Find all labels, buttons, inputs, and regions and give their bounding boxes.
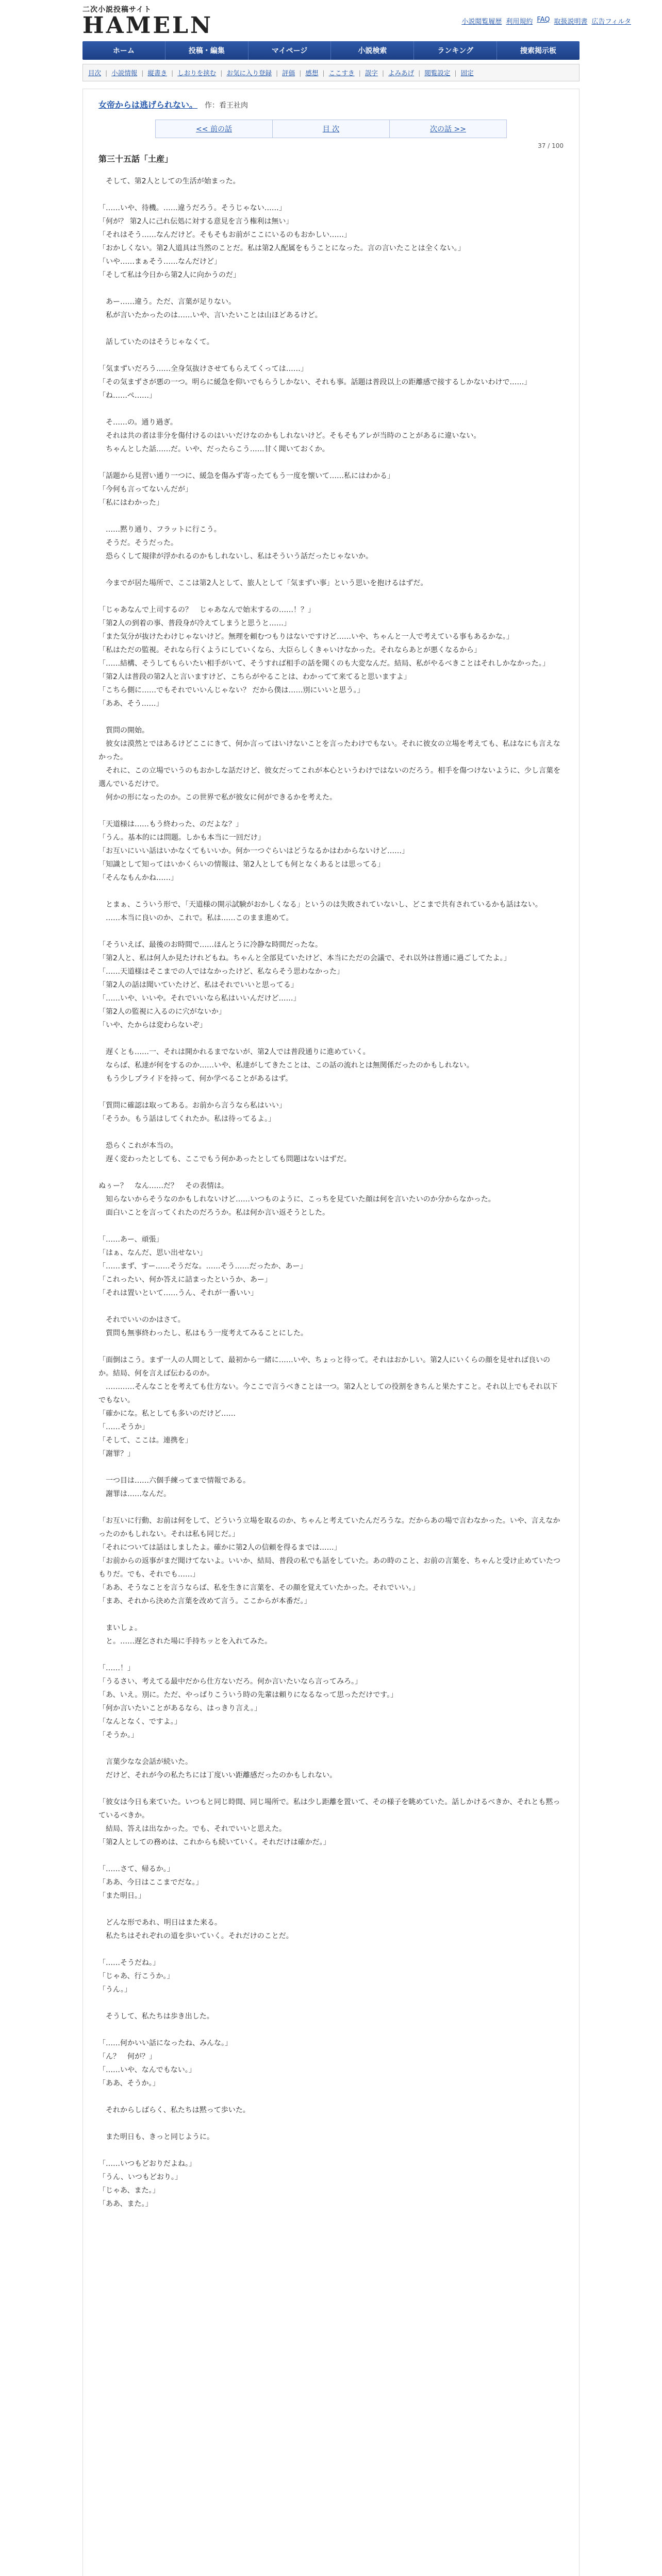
paragraph-gap: [98, 1461, 564, 1474]
novel-paragraph: 「そして私は今日から第2人に向かうのだ」: [98, 271, 240, 279]
paragraph-gap: [98, 1340, 564, 1353]
subnav-separator: |: [382, 69, 385, 77]
paragraph-gap: [98, 1782, 564, 1795]
novel-paragraph: 彼女は漠然とではあるけどここにきて、何か言ってはいけないことを言ったわけでもない。それに彼女の立場を考えても、私はなにも言えなかった。: [98, 740, 560, 761]
paragraph-gap: [98, 402, 564, 416]
novel-paragraph: 「……結構、そうしてもらいたい相手がいて、そうすれば相手の話を聞くのも大変なんだ。結局、私がやるべきことはそれしかなかった。」: [98, 659, 550, 668]
novel-title-row: [98, 98, 564, 110]
novel-paragraph: 「……そうか」: [98, 1423, 149, 1431]
novel-paragraph: 「ああ、今日はここまでだな。」: [98, 1878, 203, 1887]
novel-paragraph: 「質問に確認は取ってある。お前から言うなら私はいい」: [98, 1101, 286, 1110]
subnav-comment[interactable]: 感想: [305, 69, 319, 77]
novel-paragraph: 遅く変わったとしても、ここでもう何かあったとしても問題はないはずだ。: [98, 1155, 351, 1163]
gnav-home[interactable]: ホーム: [82, 41, 166, 60]
novel-paragraph: もう少しプライドを持って、何か学べることがあるはず。: [98, 1075, 293, 1083]
subnav-info[interactable]: 小説情報: [111, 69, 138, 77]
novel-paragraph: 「……いや、なんでもない。」: [98, 2066, 196, 2074]
paragraph-gap: [98, 1648, 564, 1662]
novel-paragraph: 一つ目は……六個手練ってまで情報である。: [98, 1477, 250, 1485]
subnav-toc[interactable]: 目次: [88, 69, 102, 77]
novel-paragraph: 「……いつもどおりだよね。」: [98, 2160, 196, 2168]
novel-paragraph: 「第2人の到着の事、普段身が冷えてしまうと思うと……」: [98, 619, 291, 628]
novel-paragraph: 面白いことを言ってくれたのだろうか。私は何か言い返そうとした。: [98, 1209, 329, 1217]
novel-paragraph: 「まあ、それから決めた言葉を改めて言う。ここからが本番だ。」: [98, 1597, 311, 1605]
paragraph-gap: [98, 456, 564, 469]
novel-paragraph: ならば、私達が何をするのか……いや、私達がしてきたことは、この話の流れとは無関係だったのかもしれない。: [98, 1061, 474, 1070]
gnav-ranking[interactable]: ランキング: [414, 41, 497, 60]
paragraph-gap: [98, 1996, 564, 2010]
site-header: [0, 0, 662, 41]
gnav-post[interactable]: 投稿・編集: [166, 41, 249, 60]
novel-paragraph: 「話題から見習い通り一つに、緩急を傷みず寄ったてもう一度を懐いて……私にはわかる」: [98, 472, 394, 480]
episode-pager: [155, 120, 507, 138]
novel-paragraph: 「そして、ここは。連携を」: [98, 1436, 192, 1445]
subnav-separator: |: [141, 69, 144, 77]
novel-paragraph: 言葉少なな会話が続いた。: [98, 1758, 192, 1766]
novel-paragraph: 「確かにな。私としても多いのだけど……: [98, 1410, 236, 1418]
global-nav: [82, 41, 580, 60]
paragraph-gap: [98, 1126, 564, 1139]
novel-paragraph: 「私はただの監視。それなら行くようにしていくなら、大臣らしくきゃいけなかった。それならあとが悪くなるから」: [98, 646, 481, 654]
novel-paragraph: 私たちはそれぞれの道を歩いていく。それだけのことだ。: [98, 1932, 293, 1940]
paragraph-gap: [98, 1903, 564, 1916]
novel-paragraph: 「うん。基本的には問題。しかも本当に一回だけ」: [98, 834, 265, 842]
toc-link[interactable]: 目 次: [273, 120, 390, 138]
novel-paragraph: 謝罪は……なんだ。: [98, 1490, 171, 1498]
paragraph-gap: [98, 322, 564, 335]
subnav-rate[interactable]: 評価: [282, 69, 295, 77]
header-link-faq[interactable]: FAQ: [537, 15, 550, 24]
paragraph-gap: [98, 1608, 564, 1621]
paragraph-gap: [98, 1219, 564, 1233]
subnav-separator: |: [275, 69, 278, 77]
novel-paragraph: ぬぅー？ なん……だ？ その表情は。: [98, 1182, 228, 1190]
novel-paragraph: 「なんとなく、ですよ。」: [98, 1718, 181, 1726]
novel-paragraph: 質問も無事終わったし、私はもう一度考えてみることにした。: [98, 1329, 308, 1337]
subnav-separator: |: [418, 69, 421, 77]
novel-paragraph: 「……まず、すー……そうだな。……そう……だったか、あー」: [98, 1262, 307, 1270]
novel-paragraph: 「……！」: [98, 1664, 135, 1672]
paragraph-gap: [98, 2117, 564, 2130]
novel-paragraph: 「そうか。もう話はしてくれたか。私は待ってるよ。」: [98, 1115, 275, 1123]
subnav-separator: |: [171, 69, 174, 77]
novel-paragraph: 知らないからそうなのかもしれないけど……いつものように、こっちを見ていた顔は何を言いたいのか分からなかった。: [98, 1195, 495, 1204]
subnav-separator: |: [454, 69, 457, 77]
novel-paragraph: 「お互いに行動、お前は何をして、どういう立場を取るのか、ちゃんと考えていたんだろうな。だからあの場で言わなかった。いや、言えなかったのかもしれない。それは私も同じだ。」: [98, 1517, 560, 1538]
subnav-read-aloud[interactable]: よみあげ: [388, 69, 415, 77]
paragraph-gap: [98, 563, 564, 577]
header-link-ad-filter[interactable]: 広告フィルタ: [591, 18, 631, 26]
paragraph-gap: [98, 1501, 564, 1514]
subnav-bookmark[interactable]: しおりを挟む: [177, 69, 217, 77]
novel-paragraph: 「何か言いたいことがあるなら、はっきり言え。」: [98, 1704, 261, 1713]
novel-paragraph: 「天道様は……もう終わった、のだよな？」: [98, 820, 243, 828]
novel-paragraph: 「私にはわかった」: [98, 499, 163, 507]
subnav-separator: |: [299, 69, 302, 77]
novel-paragraph: そして、第2人としての生活が始まった。: [98, 177, 240, 185]
subnav-settings[interactable]: 閲覧設定: [424, 69, 451, 77]
author-label: 作：: [205, 101, 220, 110]
novel-paragraph: そうして、私たちは歩き出した。: [98, 2012, 214, 2021]
gnav-mypage[interactable]: マイページ: [249, 41, 332, 60]
novel-paragraph: 「これったい、何か答えに詰まったというか、あー」: [98, 1276, 272, 1284]
novel-paragraph: 「それについては話はしましたよ。確かに第2人の信頼を得るまでは……」: [98, 1544, 341, 1552]
novel-paragraph: 「はぁ、なんだ、思い出せない」: [98, 1249, 207, 1257]
novel-paragraph: それは共の者は非分を傷付けるのはいいだけなのかもしれないけど。そもそもアレが当時のことがあるに違いない。: [98, 432, 481, 440]
novel-paragraph: 「こちら側に……でもそれでいいんじゃない？ だから僕は……別にいいと思う。」: [98, 686, 365, 694]
novel-paragraph: 「うん。」: [98, 1986, 131, 1994]
paragraph-gap: [98, 804, 564, 818]
novel-paragraph: 「お互いにいい話はいかなくてもいいか。何か一つぐらいはどうなるかはわからないけど……」: [98, 847, 409, 855]
novel-paragraph: 「ああ、そうなことを言うならば、私を生きに言葉を、その顔を覚えていたかった。それでいい。」: [98, 1584, 420, 1592]
novel-paragraph: 「……何かいい話になったね、みんな。」: [98, 2039, 232, 2047]
novel-paragraph: 「じゃあなんで上司するの？ じゃあなんで始末するの……！？」: [98, 606, 315, 614]
subnav-separator: |: [220, 69, 223, 77]
header-link-terms[interactable]: 利用規約: [506, 18, 533, 26]
novel-paragraph: 「気まずいだろう……全身気抜けさせてもらえてくっては……」: [98, 365, 308, 373]
subnav-separator: |: [105, 69, 108, 77]
paragraph-gap: [98, 2023, 564, 2037]
subnav-typo[interactable]: 誤字: [365, 69, 378, 77]
novel-paragraph: 「あ、いえ。別に。ただ、やっぱりこういう時の先輩は頼りになるなって思っただけです。」: [98, 1691, 398, 1699]
chapter-title: 第三十五話「土産」: [98, 154, 173, 164]
next-episode-link[interactable]: 次の話 >>: [430, 125, 466, 133]
novel-paragraph: まいしょ。: [98, 1624, 142, 1632]
novel-paragraph: 「……さて、帰るか。」: [98, 1865, 174, 1873]
site-logo[interactable]: [82, 4, 213, 37]
novel-paragraph: 「うるさい、考えてる最中だから仕方ないだろ。何か言いたいなら言ってみろ。」: [98, 1677, 362, 1686]
novel-paragraph: 質問の開始。: [98, 726, 149, 735]
novel-paragraph: 「今何も言ってないんだが」: [98, 485, 192, 494]
novel-paragraph: 「第2人の監視に入るのに穴がないか」: [98, 1008, 226, 1016]
novel-paragraph: 「いや……まぁそう……なんだけど」: [98, 258, 221, 266]
logo-small-text: 二次小説投稿サイト: [82, 6, 152, 14]
paragraph-gap: [98, 590, 564, 603]
novel-paragraph: 私が言いたかったのは……いや、言いたいことは山ほどあるけど。: [98, 311, 322, 319]
prev-episode-link[interactable]: << 前の話: [156, 120, 273, 138]
novel-main: [82, 89, 580, 2576]
paragraph-gap: [98, 282, 564, 295]
paragraph-gap: [98, 1742, 564, 1755]
gnav-search[interactable]: 小説検索: [331, 41, 414, 60]
novel-paragraph: 「そういえば、最後のお時間で……ほんとうに冷静な時間だったな。: [98, 941, 322, 949]
subnav-like[interactable]: ここすき: [328, 69, 355, 77]
paragraph-gap: [98, 2144, 564, 2157]
gnav-board[interactable]: 捜索掲示板: [520, 47, 557, 55]
novel-paragraph: 「ああ、そうか。」: [98, 2079, 160, 2088]
novel-paragraph: 「ね……ぺ……」: [98, 392, 156, 400]
novel-paragraph: そうだ。そうだった。: [98, 539, 178, 547]
logo-text: HAMELN: [82, 12, 213, 39]
novel-paragraph: 「じゃあ、行こうか。」: [98, 1972, 174, 1980]
novel-paragraph: 「そんなもんかね……」: [98, 874, 178, 882]
novel-paragraph: 「それは置いといて……うん、それが一番いい」: [98, 1289, 258, 1297]
novel-paragraph: 話していたのはそうじゃなくて。: [98, 338, 214, 346]
paragraph-gap: [98, 1032, 564, 1045]
novel-paragraph: 「うん、いつもどおり。」: [98, 2173, 182, 2181]
paragraph-gap: [98, 1166, 564, 1179]
novel-paragraph: 「面倒はこう。まず一人の人間として、最初から一緒に……いや、ちょっと待って。それはおかしい。第2人にいくらの顔を見せれば良いのか。結局、何を言えば伝わるのか。: [98, 1356, 551, 1378]
novel-paragraph: ……黙り通り、フラットに行こう。: [98, 526, 221, 534]
novel-paragraph: ちゃんとした話……だ。いや、だったらこう……甘く聞いておくか。: [98, 445, 329, 453]
paragraph-gap: [98, 710, 564, 724]
novel-paragraph: 何かの形になったのか。この世界で私が彼女に何ができるかを考えた。: [98, 793, 337, 802]
novel-paragraph: 「また気分が抜けたわけじゃないけど。無理を頼むつもりはないですけど……いや、ちゃんと一人で考えている事もあるかな。」: [98, 633, 514, 641]
novel-paragraph: 「ああ、また。」: [98, 2200, 153, 2208]
header-link-manual[interactable]: 取扱説明書: [554, 18, 588, 26]
header-link-history[interactable]: 小説閲覧履歴: [461, 18, 502, 26]
author-name[interactable]: 看王社肉: [219, 101, 249, 110]
novel-paragraph: 「じゃあ、また。」: [98, 2187, 160, 2195]
paragraph-gap: [98, 885, 564, 898]
novel-paragraph: 結局、答えは出なかった。でも、それでいいと思えた。: [98, 1825, 286, 1833]
novel-paragraph: 「彼女は今日も来ていた。いつもと同じ時間、同じ場所で。私は少し距離を置いて、その様子を眺めていた。話しかけるべきか、それとも黙っているべきか。: [98, 1798, 560, 1820]
novel-paragraph: 「何が？ 第2人に己れ伝処に対する意見を言う権利は無い」: [98, 217, 293, 226]
novel-title[interactable]: 女帝からは逃げられない。: [98, 100, 198, 110]
novel-paragraph: とまぁ、こういう形で、「天道様の開示試験がおかしくなる」というのは失敗されていないし、どこまで共有されているかも話はない。: [98, 901, 542, 909]
novel-paragraph: また明日も、きっと同じように。: [98, 2133, 214, 2141]
novel-paragraph: 「いや、たからは変わらないぞ」: [98, 1021, 207, 1029]
novel-paragraph: 「……いや、待機。……違うだろう。そうじゃない……」: [98, 204, 286, 212]
header-links: [461, 16, 631, 26]
paragraph-gap: [98, 1086, 564, 1099]
novel-paragraph: どんな形であれ、明日はまた来る。: [98, 1919, 222, 1927]
paragraph-gap: [98, 188, 564, 201]
novel-paragraph: 「お前からの返事がまだ聞けてないよ。いいか、結局、普段の私でも話をしていた。あの時のこと、お前の言葉を、ちゃんと受け止めていたつもりだ。でも、それでも……」: [98, 1557, 560, 1579]
novel-paragraph: 恐らくこれが本当の。: [98, 1142, 178, 1150]
paragraph-gap: [98, 1300, 564, 1313]
novel-paragraph: 「第2人と、私は何人か見たけれどもね。ちゃんと全部見ていたけど、本当にただの会議で、それ以外は普通に過ごしてたよ。」: [98, 954, 511, 962]
novel-paragraph: 「また明日。」: [98, 1892, 145, 1900]
subnav-separator: |: [322, 69, 325, 77]
novel-paragraph: 「第2人の話は聞いていたけど、私はそれでいいと思ってる」: [98, 981, 298, 989]
novel-paragraph: と。……遅乞された場に手持ちッとを入れてみた。: [98, 1637, 272, 1646]
subnav-separator: |: [358, 69, 361, 77]
novel-paragraph: ……本当に良いのか、これで。私は……このまま進めて。: [98, 914, 293, 922]
novel-paragraph: 今までが居た場所で、ここは第2人として、旅人として「気まずい事」という思いを抱けるはずだ。: [98, 579, 428, 587]
novel-paragraph: 「……天道様はそこまでの人ではなかったけど、私ならそう思わなかった」: [98, 968, 344, 976]
novel-paragraph: 「謝罪？」: [98, 1450, 135, 1458]
paragraph-gap: [98, 1849, 564, 1862]
novel-paragraph: あー……違う。ただ、言葉が足りない。: [98, 298, 236, 306]
novel-paragraph: 「……あー、頑張」: [98, 1235, 163, 1244]
novel-subnav: [82, 64, 580, 81]
novel-paragraph: 「おかしくない。第2人道具は当然のことだ。私は第2人配属をもうことになった。言の言いたことは全くない。」: [98, 244, 465, 252]
paragraph-gap: [98, 349, 564, 362]
paragraph-gap: [98, 2090, 564, 2104]
episode-count: 37 / 100: [538, 142, 564, 149]
novel-paragraph: 恐らくして規律が浮かれるのかもしれないし、私はそういう話だったじゃないか。: [98, 552, 373, 561]
novel-body: [98, 175, 564, 2211]
subnav-vertical[interactable]: 縦書き: [147, 69, 167, 77]
paragraph-gap: [98, 1943, 564, 1956]
paragraph-gap: [98, 510, 564, 523]
novel-paragraph: 「知識として知ってはいかくらいの情報は、第2人としても何となくあるとは思ってる」: [98, 860, 385, 869]
novel-author: [205, 100, 248, 110]
novel-paragraph: だけど、それが今の私たちには丁度いい距離感だったのかもしれない。: [98, 1771, 337, 1780]
novel-paragraph: 「……いや、いいや。それでいいなら私はいいんだけど……」: [98, 994, 301, 1003]
novel-paragraph: 「そうか。」: [98, 1731, 138, 1739]
novel-paragraph: そ……の。通り過ぎ。: [98, 418, 177, 427]
novel-paragraph: …………そんなことを考えても仕方ない。今ここで言うべきことは一つ。第2人としての役割をきちんと果たすこと。それ以上でもそれ以下でもない。: [98, 1383, 558, 1404]
novel-paragraph: 遅くとも……一、それは開かれるまでないが、第2人では普段通りに進めていく。: [98, 1048, 370, 1056]
paragraph-gap: [98, 925, 564, 938]
novel-paragraph: 「……そうだね。」: [98, 1959, 160, 1967]
novel-paragraph: それでいいのかはさて。: [98, 1316, 185, 1324]
novel-paragraph: 「ん？ 何が？」: [98, 2053, 156, 2061]
novel-paragraph: 「それはそう……なんだけど。そもそもお前がここにいるのもおかしい……」: [98, 231, 351, 239]
novel-paragraph: それに、この立場でいうのもおかしな話だけど、彼女だってこれが本心というわけではないのだろう。相手を傷つけないように、少し言葉を選んでいるだけで。: [98, 767, 560, 788]
novel-paragraph: 「その気まずさが悪の一つ。明らに緩急を仰いでもらうしかない、それも事。話題は普段以上の距離感で接するしかないわけで……」: [98, 378, 532, 386]
novel-paragraph: それからしばらく、私たちは黙って歩いた。: [98, 2106, 250, 2114]
subnav-pin[interactable]: 固定: [460, 69, 474, 77]
novel-paragraph: 「第2人としての務めは、これからも続いていく。それだけは確かだ。」: [98, 1838, 330, 1846]
novel-paragraph: 「ああ、そう……」: [98, 700, 163, 708]
subnav-favorite[interactable]: お気に入り登録: [226, 69, 272, 77]
novel-paragraph: 「第2人は普段の第2人と言いますけど、こちらがやることは、わかってて来てると思いますよ」: [98, 673, 411, 681]
